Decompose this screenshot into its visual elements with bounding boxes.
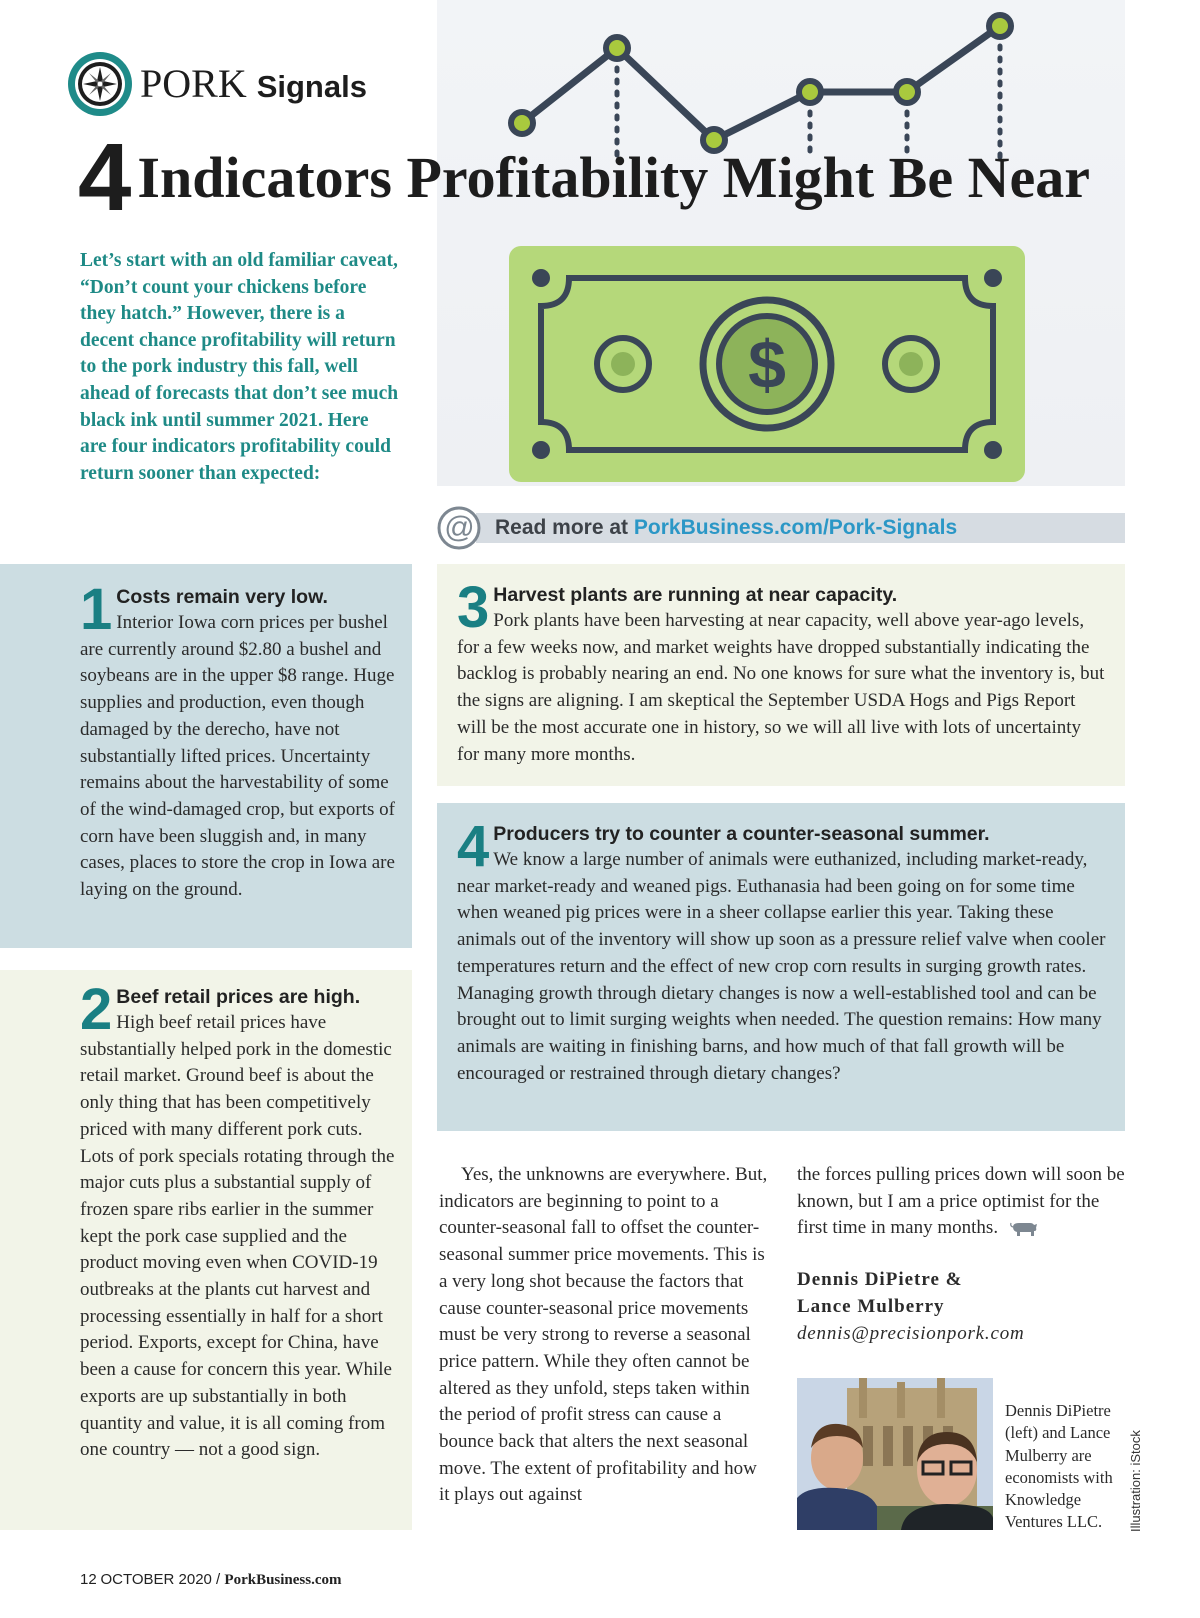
intro-paragraph: Let’s start with an old familiar caveat, “Don’t count your chickens before they hatch.” However, there is a decent chance profitability will return to the pork industry this fall, well ahead of forecasts that don’t see much black ink until summer 2021. Here are four indicators profitability could return sooner than expected: bbox=[80, 250, 399, 484]
author-line-2: Lance Mulberry bbox=[797, 1296, 945, 1317]
read-more-prefix: Read more at bbox=[495, 516, 634, 539]
brand-sub: Signals bbox=[256, 69, 367, 104]
read-more-link[interactable]: PorkBusiness.com/Pork-Signals bbox=[633, 516, 958, 539]
compass-logo-icon bbox=[66, 50, 134, 118]
indicator-heading: Costs remain very low. bbox=[116, 586, 328, 608]
page-footer bbox=[80, 1570, 342, 1590]
title-number: 4 bbox=[78, 124, 132, 231]
indicator-text: We know a large number of animals were euthanized, including market-ready, near market-ready and weaned pigs. Euthanasia had been going on for some time when weaned pig prices were in a sheer collapse earlier this year. Taking these animals out of the inventory will show up soon as a pressure relief valve when cooler temperatures return and the effect of new crop corn results in surging growth rates. Managing growth through dietary changes is now a well-established tool and can be brought out to limit surging weights when needed. The question remains: How many animals are waiting in finishing barns, and how much of that fall growth will be encouraged or restrained through dietary changes? bbox=[457, 849, 1106, 1084]
dollar-bill-icon bbox=[509, 246, 1025, 482]
pig-icon bbox=[1010, 1221, 1038, 1237]
illustration-credit: Illustration: iStock bbox=[1128, 1430, 1143, 1532]
indicator-box-3 bbox=[437, 564, 1125, 786]
indicator-number: 3 bbox=[457, 575, 490, 640]
title-text: Indicators Profitability Might Be Near bbox=[137, 145, 1090, 210]
indicator-box-2 bbox=[0, 970, 412, 1530]
indicator-number: 2 bbox=[80, 977, 113, 1042]
issue-date: OCTOBER 2020 bbox=[100, 1571, 212, 1588]
indicator-text: Interior Iowa corn prices per bushel are currently around $2.80 a bushel and soybeans are in the upper $8 range. Huge supplies and production, even though damaged by the derecho, have not substantially lifted prices. Uncertainty remains about the harvestability of some of the wind-damaged crop, but exports of corn have been sluggish and, in many cases, places to store the crop in Iowa are laying on the ground. bbox=[80, 612, 395, 901]
brand-name bbox=[140, 62, 367, 109]
indicator-text: High beef retail prices have substantially helped pork in the domestic retail market. Ground beef is about the only thing that has been competitively priced with many different pork cuts. Lots of pork specials rotating through the major cuts plus a substantial supply of frozen spare ribs earlier in the summer kept the pork case supplied and the product moving even when COVID-19 outbreaks at the plants cut harvest and processing essentially in half for a short period. Exports, except for China, have been a cause for concern this year. While exports are up substantially in both quantity and value, it is all coming from one country — not a good sign. bbox=[80, 1012, 395, 1461]
conclusion-paragraph: Yes, the unknowns are everywhere. But, indicators are beginning to point to a counter-seasonal fall to offset the counter-seasonal summer price movements. This is a very long shot because the factors that cause counter-seasonal price movements must be very strong to reverse a seasonal price pattern. While they often cannot be altered as they unfold, steps taken within the period of profit stress can cause a bounce back that alters the next seasonal move. The extent of profitability and how it plays out against bbox=[439, 1164, 768, 1506]
indicator-heading: Beef retail prices are high. bbox=[116, 986, 361, 1008]
author-email[interactable]: dennis@precisionpork.com bbox=[797, 1323, 1025, 1344]
indicator-heading: Harvest plants are running at near capacity. bbox=[493, 584, 898, 606]
page-number: 12 bbox=[80, 1571, 97, 1588]
at-sign-icon bbox=[437, 506, 481, 550]
indicator-number: 4 bbox=[457, 814, 490, 879]
indicator-text: Pork plants have been harvesting at near capacity, well above year-ago levels, for a few weeks now, and market weights have dropped substantially indicating the backlog is probably nearing an end. No one knows for sure what the inventory is, but the signs are aligning. I am skeptical the September USDA Hogs and Pigs Report will be the most accurate one in history, so we will all live with lots of uncertainty for many more months. bbox=[457, 610, 1105, 765]
read-more-text bbox=[495, 514, 957, 542]
conclusion-column-1 bbox=[439, 1162, 769, 1509]
footer-separator: / bbox=[211, 1571, 225, 1588]
indicator-box-4 bbox=[437, 803, 1125, 1131]
indicator-number: 1 bbox=[80, 577, 113, 642]
author-line-1: Dennis DiPietre & bbox=[797, 1269, 963, 1290]
indicator-heading: Producers try to counter a counter-seasonal summer. bbox=[493, 823, 990, 845]
author-byline bbox=[797, 1266, 1127, 1320]
authors-photo bbox=[797, 1378, 993, 1530]
svg-text:@: @ bbox=[443, 511, 475, 544]
indicator-box-1 bbox=[0, 564, 412, 948]
page-title bbox=[78, 124, 1178, 231]
conclusion-paragraph-end: the forces pulling prices down will soon be known, but I am a price optimist for the first time in many months. bbox=[797, 1164, 1125, 1239]
conclusion-column-2 bbox=[797, 1162, 1127, 1242]
footer-site[interactable]: PorkBusiness.com bbox=[224, 1572, 342, 1588]
svg-text:$: $ bbox=[748, 327, 786, 403]
brand-main: PORK bbox=[140, 61, 247, 106]
photo-caption: Dennis DiPietre (left) and Lance Mulberry are economists with Knowledge Ventures LLC. bbox=[1005, 1401, 1113, 1532]
